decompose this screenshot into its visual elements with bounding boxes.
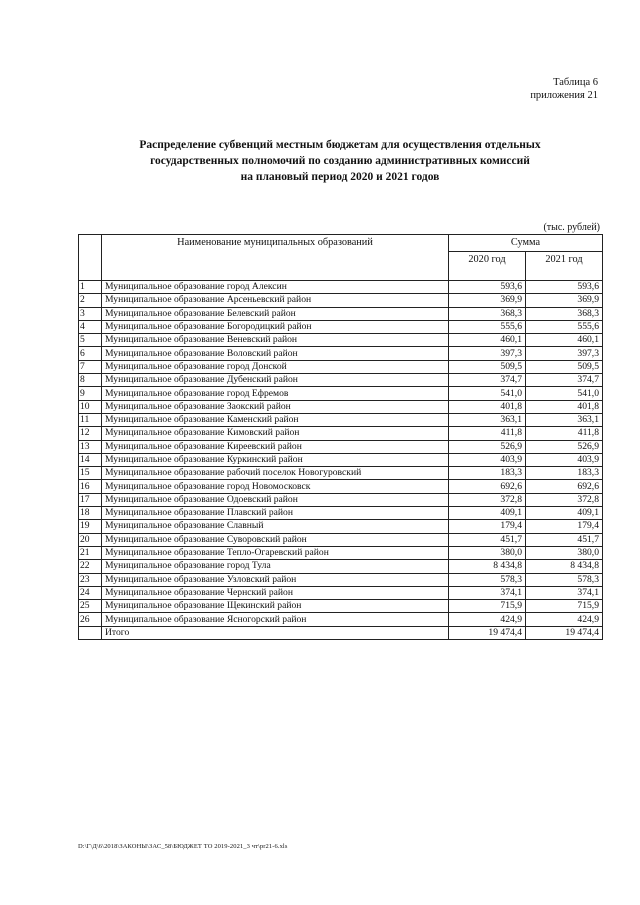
appendix-reference: приложения 21 (530, 90, 598, 101)
municipality-name: Муниципальное образование город Ефремов (102, 387, 449, 400)
municipality-name: Муниципальное образование Куркинский район (102, 453, 449, 466)
amount-2021: 363,1 (526, 413, 603, 426)
amount-2020: 374,7 (449, 374, 526, 387)
table-body (79, 281, 603, 627)
amount-2021: 593,6 (526, 281, 603, 294)
name-column-header: Наименование муниципальных образований (102, 235, 449, 281)
units-note: (тыс. рублей) (543, 222, 600, 233)
municipality-name: Муниципальное образование рабочий поселок Новогуровский (102, 467, 449, 480)
municipality-name: Муниципальное образование Белевский район (102, 307, 449, 320)
year-2020-header: 2020 год (449, 252, 526, 281)
total-row (79, 626, 603, 639)
amount-2020: 8 434,8 (449, 560, 526, 573)
row-index: 9 (79, 387, 102, 400)
row-index: 19 (79, 520, 102, 533)
amount-2020: 369,9 (449, 294, 526, 307)
row-index: 20 (79, 533, 102, 546)
municipality-name: Муниципальное образование Заокский район (102, 400, 449, 413)
amount-2020: 555,6 (449, 320, 526, 333)
amount-2020: 451,7 (449, 533, 526, 546)
table-row (79, 281, 603, 294)
amount-2020: 715,9 (449, 600, 526, 613)
municipality-name: Муниципальное образование Кимовский район (102, 427, 449, 440)
row-index: 21 (79, 546, 102, 559)
row-index: 2 (79, 294, 102, 307)
amount-2020: 374,1 (449, 586, 526, 599)
municipality-name: Муниципальное образование Славный (102, 520, 449, 533)
title-line-1: Распределение субвенций местным бюджетам для осуществления отдельных (139, 139, 541, 151)
amount-2020: 593,6 (449, 281, 526, 294)
table-row (79, 507, 603, 520)
amount-2021: 692,6 (526, 480, 603, 493)
amount-2020: 509,5 (449, 360, 526, 373)
municipality-name: Муниципальное образование Воловский район (102, 347, 449, 360)
row-index: 1 (79, 281, 102, 294)
municipality-name: Муниципальное образование Ясногорский район (102, 613, 449, 626)
amount-2021: 424,9 (526, 613, 603, 626)
index-header (79, 235, 102, 281)
table-row (79, 294, 603, 307)
amount-2021: 715,9 (526, 600, 603, 613)
amount-2021: 183,3 (526, 467, 603, 480)
total-2020: 19 474,4 (449, 626, 526, 639)
table-row (79, 467, 603, 480)
total-index-cell (79, 626, 102, 639)
table-row (79, 560, 603, 573)
total-label: Итого (102, 626, 449, 639)
amount-2020: 424,9 (449, 613, 526, 626)
row-index: 13 (79, 440, 102, 453)
amount-2020: 363,1 (449, 413, 526, 426)
amount-2020: 692,6 (449, 480, 526, 493)
table-row (79, 400, 603, 413)
row-index: 17 (79, 493, 102, 506)
amount-2020: 578,3 (449, 573, 526, 586)
document-title (40, 137, 640, 185)
table-row (79, 586, 603, 599)
municipality-name: Муниципальное образование Узловский район (102, 573, 449, 586)
municipality-name: Муниципальное образование Одоевский район (102, 493, 449, 506)
amount-2021: 397,3 (526, 347, 603, 360)
amount-2020: 397,3 (449, 347, 526, 360)
municipality-name: Муниципальное образование Плавский район (102, 507, 449, 520)
row-index: 22 (79, 560, 102, 573)
amount-2021: 374,1 (526, 586, 603, 599)
municipality-name: Муниципальное образование город Донской (102, 360, 449, 373)
table-caption-block (530, 76, 598, 102)
table-number: Таблица 6 (553, 77, 598, 88)
amount-2020: 403,9 (449, 453, 526, 466)
table-row (79, 440, 603, 453)
table-row (79, 573, 603, 586)
row-index: 5 (79, 334, 102, 347)
row-index: 24 (79, 586, 102, 599)
amount-2021: 369,9 (526, 294, 603, 307)
table-row (79, 533, 603, 546)
row-index: 8 (79, 374, 102, 387)
amount-2021: 8 434,8 (526, 560, 603, 573)
amount-2020: 541,0 (449, 387, 526, 400)
municipality-name: Муниципальное образование город Алексин (102, 281, 449, 294)
amount-2021: 374,7 (526, 374, 603, 387)
table-row (79, 307, 603, 320)
table-row (79, 427, 603, 440)
amount-2021: 401,8 (526, 400, 603, 413)
amount-2020: 368,3 (449, 307, 526, 320)
amount-2021: 409,1 (526, 507, 603, 520)
table-row (79, 480, 603, 493)
amount-2020: 183,3 (449, 467, 526, 480)
municipality-name: Муниципальное образование Веневский район (102, 334, 449, 347)
table-row (79, 374, 603, 387)
municipality-name: Муниципальное образование Дубенский район (102, 374, 449, 387)
row-index: 23 (79, 573, 102, 586)
row-index: 7 (79, 360, 102, 373)
municipality-name: Муниципальное образование Суворовский район (102, 533, 449, 546)
amount-2021: 403,9 (526, 453, 603, 466)
row-index: 6 (79, 347, 102, 360)
sum-column-header: Сумма (449, 235, 603, 252)
table-row (79, 413, 603, 426)
table-row (79, 600, 603, 613)
municipality-name: Муниципальное образование Киреевский район (102, 440, 449, 453)
row-index: 14 (79, 453, 102, 466)
row-index: 3 (79, 307, 102, 320)
row-index: 4 (79, 320, 102, 333)
amount-2021: 380,0 (526, 546, 603, 559)
amount-2021: 555,6 (526, 320, 603, 333)
row-index: 15 (79, 467, 102, 480)
amount-2020: 401,8 (449, 400, 526, 413)
amount-2020: 372,8 (449, 493, 526, 506)
row-index: 16 (79, 480, 102, 493)
table-row (79, 347, 603, 360)
municipality-name: Муниципальное образование город Новомосковск (102, 480, 449, 493)
row-index: 26 (79, 613, 102, 626)
amount-2020: 409,1 (449, 507, 526, 520)
row-index: 12 (79, 427, 102, 440)
table-row (79, 613, 603, 626)
municipality-name: Муниципальное образование Арсеньевский район (102, 294, 449, 307)
table-row (79, 387, 603, 400)
amount-2020: 179,4 (449, 520, 526, 533)
municipality-name: Муниципальное образование Тепло-Огаревский район (102, 546, 449, 559)
table-row (79, 334, 603, 347)
row-index: 10 (79, 400, 102, 413)
amount-2020: 411,8 (449, 427, 526, 440)
amount-2021: 411,8 (526, 427, 603, 440)
table-row (79, 320, 603, 333)
title-line-3: на плановый период 2020 и 2021 годов (240, 171, 440, 183)
table-row (79, 360, 603, 373)
amount-2021: 460,1 (526, 334, 603, 347)
amount-2021: 578,3 (526, 573, 603, 586)
table-row (79, 493, 603, 506)
amount-2021: 372,8 (526, 493, 603, 506)
total-2021: 19 474,4 (526, 626, 603, 639)
table-row (79, 453, 603, 466)
municipality-name: Муниципальное образование Богородицкий район (102, 320, 449, 333)
subvention-table (78, 234, 603, 640)
amount-2021: 526,9 (526, 440, 603, 453)
municipality-name: Муниципальное образование Щекинский район (102, 600, 449, 613)
table-row (79, 546, 603, 559)
row-index: 25 (79, 600, 102, 613)
file-path-footer: D:\Г\Д\6\2018\ЗАКОНЫ\ЗАС_58\БЮДЖЕТ ТО 2019-2021_3 чт\pr21-6.xls (78, 843, 288, 850)
municipality-name: Муниципальное образование город Тула (102, 560, 449, 573)
amount-2020: 526,9 (449, 440, 526, 453)
municipality-name: Муниципальное образование Каменский район (102, 413, 449, 426)
amount-2021: 541,0 (526, 387, 603, 400)
amount-2021: 509,5 (526, 360, 603, 373)
title-line-2: государственных полномочий по созданию административных комиссий (150, 155, 530, 167)
amount-2021: 451,7 (526, 533, 603, 546)
row-index: 18 (79, 507, 102, 520)
amount-2020: 460,1 (449, 334, 526, 347)
amount-2021: 368,3 (526, 307, 603, 320)
amount-2020: 380,0 (449, 546, 526, 559)
amount-2021: 179,4 (526, 520, 603, 533)
table-row (79, 520, 603, 533)
year-2021-header: 2021 год (526, 252, 603, 281)
row-index: 11 (79, 413, 102, 426)
municipality-name: Муниципальное образование Чернский район (102, 586, 449, 599)
